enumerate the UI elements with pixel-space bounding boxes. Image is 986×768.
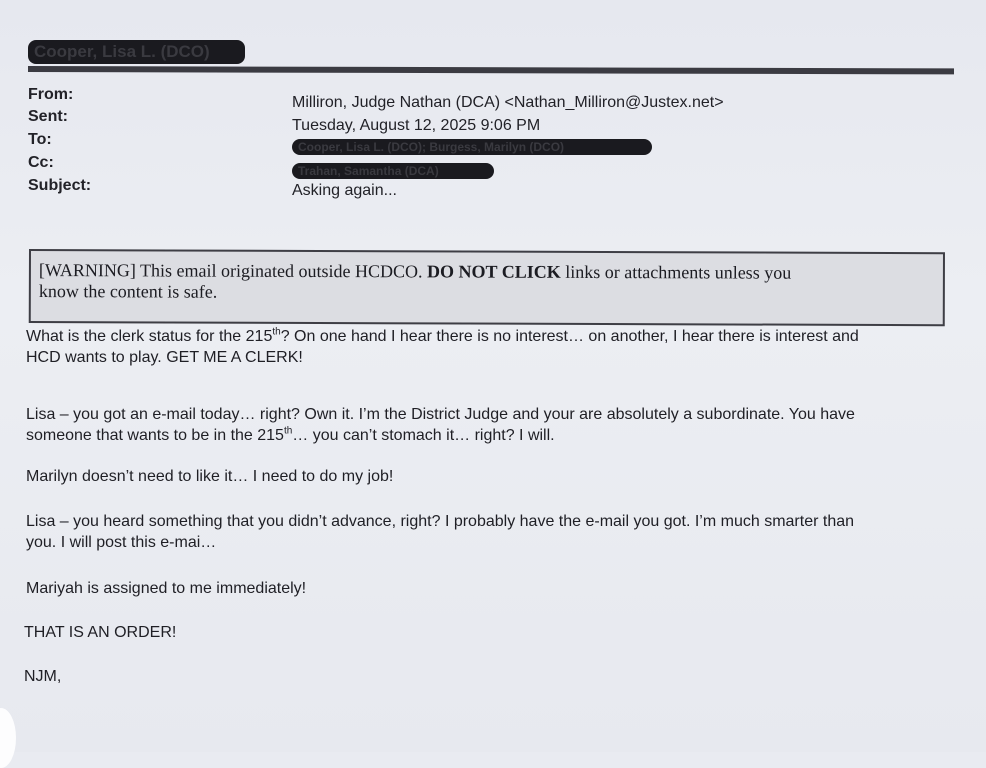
body-text: you. I will post this e-mai…	[26, 534, 217, 551]
header-rule	[28, 66, 954, 74]
body-paragraph-4	[26, 511, 946, 553]
warning-text-middle: links or attachments unless you	[565, 261, 792, 283]
warning-text-end: know the content is safe.	[38, 281, 218, 302]
body-text: Lisa – you got an e-mail today… right? Own it. I’m the District Judge and your are absolutely a subordinate. You have	[26, 406, 855, 423]
body-text: ? On one hand I hear there is no interest… on another, I hear there is interest and	[280, 328, 859, 345]
subject-value: Asking again...	[292, 182, 397, 199]
body-paragraph-3: Marilyn doesn’t need to like it… I need to do my job!	[26, 468, 394, 485]
superscript: th	[283, 425, 293, 437]
from-label: From:	[28, 86, 74, 103]
sent-label: Sent:	[28, 108, 68, 125]
subject-label: Subject:	[28, 177, 92, 194]
body-paragraph-1	[26, 326, 946, 368]
warning-text-start: [WARNING] This email originated outside HCDCO.	[38, 260, 423, 282]
body-paragraph-5: Mariyah is assigned to me immediately!	[26, 580, 307, 597]
cc-label: Cc:	[28, 154, 54, 171]
external-email-warning-banner	[29, 249, 945, 326]
superscript: th	[272, 326, 281, 338]
body-paragraph-2	[26, 404, 946, 446]
from-value: Milliron, Judge Nathan (DCA) <Nathan_Milliron@Justex.net>	[292, 94, 724, 111]
redacted-to-recipients: Cooper, Lisa L. (DCO); Burgess, Marilyn (DCO)	[292, 139, 652, 155]
redacted-cc-recipient: Trahan, Samantha (DCA)	[292, 163, 494, 179]
signature: NJM,	[24, 668, 62, 685]
redacted-sender-name: Cooper, Lisa L. (DCO)	[28, 40, 245, 64]
body-paragraph-6: THAT IS AN ORDER!	[24, 624, 177, 641]
body-text: HCD wants to play. GET ME A CLERK!	[26, 349, 303, 366]
body-text: someone that wants to be in the 215	[26, 427, 284, 444]
corner-glare	[0, 708, 16, 768]
body-text: … you can’t stomach it… right? I will.	[292, 427, 555, 444]
body-text: Lisa – you heard something that you didn’t advance, right? I probably have the e-mail you got. I’m much smarter than	[26, 513, 855, 530]
sent-value: Tuesday, August 12, 2025 9:06 PM	[292, 117, 541, 134]
to-label: To:	[28, 131, 52, 148]
body-text: What is the clerk status for the 215	[26, 328, 273, 345]
warning-do-not-click: DO NOT CLICK	[427, 261, 561, 282]
